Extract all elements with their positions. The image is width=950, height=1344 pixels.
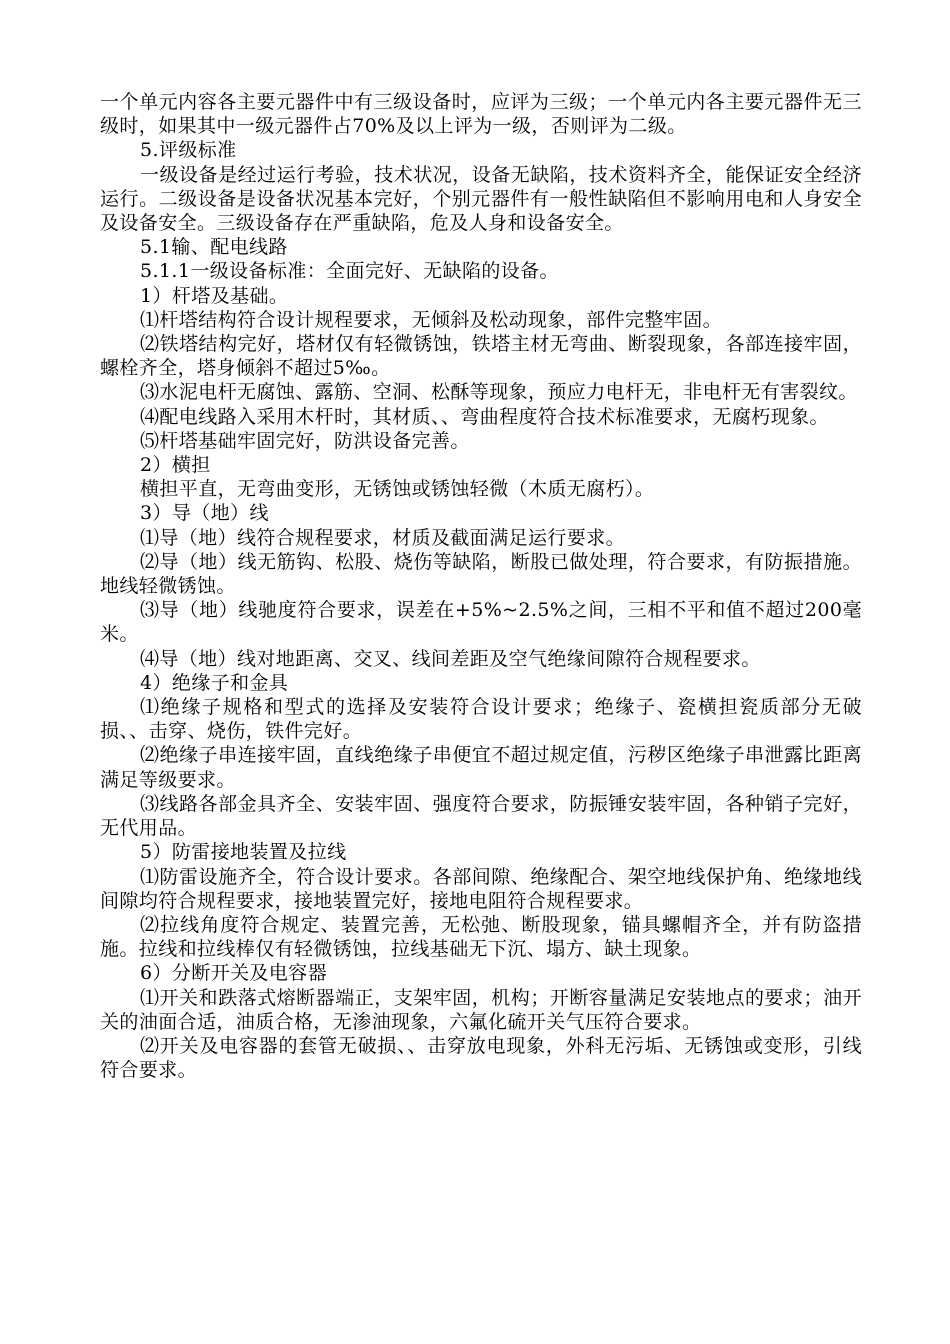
item-guy-wire: ⑵拉线角度符合规定、装置完善，无松弛、断股现象，锚具螺帽齐全，并有防盗措施。拉线和拉线棒仅有轻微锈蚀，拉线基础无下沉、塌方、缺土现象。: [100, 913, 862, 961]
heading-rating-standard: 5.评级标准: [140, 139, 237, 162]
heading-insulators: 4）绝缘子和金具: [140, 671, 289, 694]
heading-conductor: 3）导（地）线: [140, 502, 269, 525]
item-insulator-3: ⑶线路各部金具齐全、安装牢固、强度符合要求，防振锤安装牢固，各种销子完好，无代用品。: [100, 792, 862, 840]
item-wood-pole: ⑷配电线路入采用木杆时，其材质、、弯曲程度符合技术标准要求，无腐朽现象。: [140, 405, 829, 428]
item-conductor-3: ⑶导（地）线驰度符合要求，误差在+5%~2.5%之间，三相不平和值不超过200毫米。: [100, 599, 862, 646]
item-conductor-1: ⑴导（地）线符合规程要求，材质及截面满足运行要求。: [140, 526, 626, 549]
paragraph-rating-definition: 一级设备是经过运行考验，技术状况，设备无缺陷，技术资料齐全，能保证安全经济运行。二级设备是设备状况基本完好，个别元器件有一般性缺陷但不影响用电和人身安全及设备安全。三级设备存在严重缺陷，危及人身和设备安全。: [100, 163, 862, 235]
item-conductor-2: ⑵导（地）线无筋钩、松股、烧伤等缺陷，断股已做处理，符合要求，有防振措施。地线轻微锈蚀。: [100, 550, 862, 598]
heading-switches-capacitors: 6）分断开关及电容器: [140, 962, 328, 985]
heading-lightning-grounding: 5）防雷接地装置及拉线: [140, 841, 347, 864]
item-insulator-1: ⑴绝缘子规格和型式的选择及安装符合设计要求；绝缘子、瓷横担瓷质部分无破损、、击穿、烧伤，铁件完好。: [100, 696, 862, 743]
item-insulator-2: ⑵绝缘子串连接牢固，直线绝缘子串便宜不超过规定值，污秽区绝缘子串泄露比距离满足等级要求。: [100, 744, 862, 791]
item-switch-2: ⑵开关及电容器的套管无破损、、击穿放电现象，外科无污垢、无锈蚀或变形，引线符合要求。: [100, 1034, 862, 1082]
heading-crossarm: 2）横担: [140, 454, 211, 477]
heading-level-one-standard: 5.1.1一级设备标准：全面完好、无缺陷的设备。: [140, 260, 559, 283]
heading-lines: 5.1输、配电线路: [140, 236, 288, 259]
heading-towers: 1）杆塔及基础。: [140, 284, 289, 307]
item-iron-tower: ⑵铁塔结构完好，塔材仅有轻微锈蚀，铁塔主材无弯曲、断裂现象，各部连接牢固，螺栓齐全，塔身倾斜不超过5‰。: [100, 333, 862, 380]
item-tower-foundation: ⑸杆塔基础牢固完好，防洪设备完善。: [140, 429, 470, 452]
paragraph-1: 一个单元内容各主要元器件中有三级设备时，应评为三级；一个单元内各主要元器件无三级时，如果其中一级元器件占70%及以上评为一级，否则评为二级。: [100, 91, 862, 138]
item-crossarm: 横担平直，无弯曲变形，无锈蚀或锈蚀轻微（木质无腐朽）。: [140, 478, 655, 501]
item-conductor-4: ⑷导（地）线对地距离、交叉、线间差距及空气绝缘间隙符合规程要求。: [140, 647, 761, 670]
item-lightning-1: ⑴防雷设施齐全，符合设计要求。各部间隙、绝缘配合、架空地线保护角、绝缘地线间隙均符合规程要求，接地装置完好，接地电阻符合规程要求。: [100, 865, 862, 912]
item-tower-structure: ⑴杆塔结构符合设计规程要求，无倾斜及松动现象，部件完整牢固。: [140, 308, 723, 331]
item-concrete-pole: ⑶水泥电杆无腐蚀、露筋、空洞、松酥等现象，预应力电杆无，非电杆无有害裂纹。: [140, 381, 858, 404]
document-page: [100, 90, 862, 1082]
item-switch-1: ⑴开关和跌落式熔断器端正，支架牢固，机构；开断容量满足安装地点的要求；油开关的油面合适，油质合格，无渗油现象，六氟化硫开关气压符合要求。: [100, 986, 862, 1033]
